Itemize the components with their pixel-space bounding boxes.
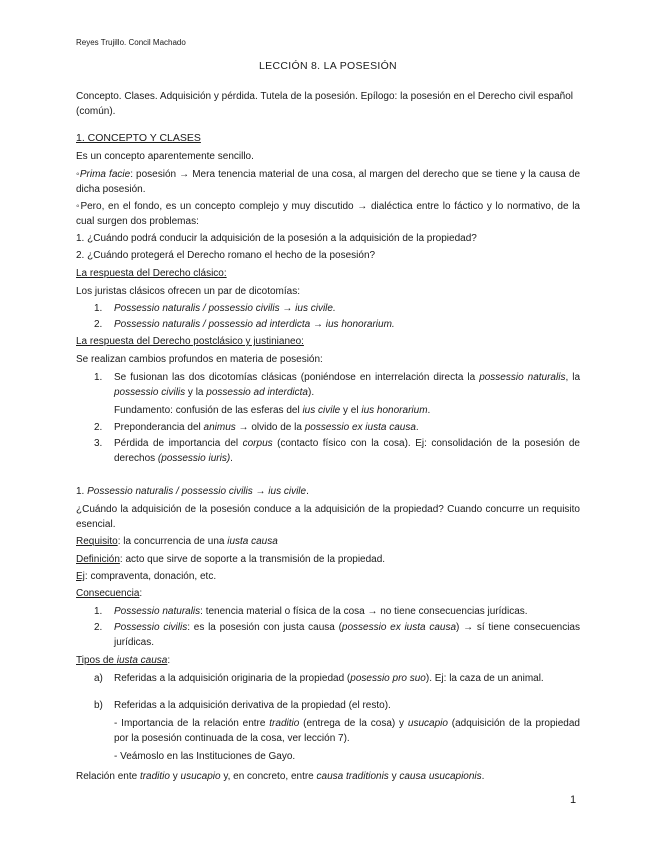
- text-run: y: [169, 771, 181, 782]
- fundamento-line: [114, 403, 580, 418]
- heading-italic-text: Possessio naturalis / possessio civilis → ius civile: [87, 486, 307, 497]
- requisito-line: [76, 534, 580, 549]
- text-run: y la: [185, 387, 207, 398]
- prima-facie-text: : posesión → Mera tenencia material de una cosa, al margen del derecho que se tiene y la causa de dicha posesión.: [76, 169, 581, 195]
- requisito-label: Requisito: [76, 536, 118, 547]
- consecuencia-label: Consecuencia: [76, 588, 140, 599]
- list-item-letter: a): [94, 673, 103, 684]
- term-possessio-ex-iusta-causa: possessio ex iusta causa: [341, 622, 457, 633]
- page-title: LECCIÓN 8. LA POSESIÓN: [259, 60, 397, 72]
- text-run: .: [415, 422, 419, 433]
- text-run: y el: [340, 405, 362, 416]
- subheading-derecho-postclasico: La respuesta del Derecho postclásico y justinianeo:: [76, 336, 304, 347]
- text-run: y: [388, 771, 400, 782]
- term-possessio-civilis: possessio civilis: [114, 387, 186, 398]
- list-item-text: Referidas a la adquisición derivativa de la propiedad (el resto).: [114, 700, 391, 711]
- text-run: ) → sí tiene consecuencias jurídicas.: [114, 622, 580, 648]
- term-posessio-pro-suo: posessio pro suo: [350, 673, 426, 684]
- term-possessio-naturalis: Possessio naturalis: [114, 606, 201, 617]
- term-possessio-iuris: (possessio iuris): [157, 453, 231, 464]
- text-run: ).: [308, 387, 315, 398]
- term-ius-honorarium: ius honorarium: [361, 405, 428, 416]
- term-corpus: corpus: [242, 438, 273, 449]
- text-run: : tenencia material o física de la cosa → no tiene consecuencias jurídicas.: [200, 606, 528, 617]
- text-run: Pérdida de importancia del: [114, 438, 243, 449]
- list-item-number: 2.: [94, 622, 103, 633]
- paragraph-cambios-profundos: Se realizan cambios profundos en materia de posesión:: [76, 354, 323, 365]
- term-possessio-civilis: Possessio civilis: [114, 622, 188, 633]
- paragraph-complejo: ◦Pero, en el fondo, es un concepto complejo y muy discutido → dialéctica entre lo fáctico y lo normativo, de la cual surgen dos problemas:: [76, 201, 580, 227]
- text-run: .: [230, 453, 233, 464]
- text-run: (contacto físico con la cosa). Ej: consolidación de la posesión de derechos: [114, 438, 580, 464]
- term-possessio-ex-iusta-causa: possessio ex iusta causa: [304, 422, 416, 433]
- term-iusta-causa: iusta causa: [227, 536, 278, 547]
- text-run: Tipos de: [76, 655, 117, 666]
- list-item-text: [114, 671, 580, 686]
- list-item-number: 2.: [94, 422, 103, 433]
- term-usucapio: usucapio: [180, 771, 221, 782]
- subheading-derecho-clasico: La respuesta del Derecho clásico:: [76, 268, 227, 279]
- list-item: [0, 370, 655, 402]
- definicion-line: [76, 552, 580, 567]
- list-item: [0, 698, 655, 713]
- list-item-text: Possessio naturalis / possessio civilis → ius civile.: [114, 303, 336, 314]
- text-run: :: [139, 588, 143, 599]
- text-run: : acto que sirve de soporte a la transmisión de la propiedad.: [119, 554, 386, 565]
- term-causa-usucapionis: causa usucapionis: [399, 771, 482, 782]
- paragraph-juristas-clasicos: Los juristas clásicos ofrecen un par de dicotomías:: [76, 286, 300, 297]
- relacion-paragraph: [76, 769, 580, 784]
- section-heading-possessio: [76, 484, 580, 499]
- text-run: y, en concreto, entre: [220, 771, 317, 782]
- list-item-text: Possessio naturalis / possessio ad interdicta → ius honorarium.: [114, 319, 395, 330]
- page-number: 1: [570, 794, 577, 806]
- paragraph-cuando-adquisicion: ¿Cuándo la adquisición de la posesión conduce a la adquisición de la propiedad? Cuando concurre un requisito esencial.: [76, 504, 580, 530]
- paragraph-prima-facie: [76, 167, 580, 197]
- text-run: : compraventa, donación, etc.: [84, 571, 217, 582]
- consecuencia-line: [76, 586, 580, 601]
- paragraph-concepto-sencillo: Es un concepto aparentemente sencillo.: [76, 151, 254, 162]
- term-usucapio: usucapio: [407, 718, 448, 729]
- list-item-letter: b): [94, 700, 103, 711]
- text-run: : la concurrencia de una: [117, 536, 228, 547]
- term-traditio: traditio: [139, 771, 170, 782]
- term-possessio-naturalis: possessio naturalis: [479, 372, 566, 383]
- prima-facie-term: Prima facie: [79, 169, 131, 180]
- text-run: , la: [565, 372, 581, 383]
- list-item-text: [114, 436, 580, 466]
- list-item-number: 1.: [94, 606, 103, 617]
- list-item-text: [114, 604, 580, 619]
- list-item: [0, 620, 655, 652]
- gayo-line: - Veámoslo en las Instituciones de Gayo.: [114, 751, 296, 762]
- list-item: [0, 436, 655, 468]
- list-item: [0, 317, 655, 332]
- list-item-number: 3.: [94, 438, 103, 449]
- text-run: Referidas a la adquisición originaria de la propiedad (: [114, 673, 351, 684]
- term-causa-traditionis: causa traditionis: [316, 771, 389, 782]
- page-header: Reyes Trujillo. Concil Machado: [76, 38, 186, 47]
- text-run: : es la posesión con justa causa (: [187, 622, 342, 633]
- text-run: Preponderancia del: [114, 422, 204, 433]
- list-item-text: [114, 420, 580, 435]
- list-item-text: [114, 620, 580, 650]
- question-1: 1. ¿Cuándo podrá conducir la adquisición de la posesión a la adquisición de la propiedad?: [76, 233, 477, 244]
- list-item-number: 2.: [94, 319, 103, 330]
- list-item-number: 1.: [94, 303, 103, 314]
- tipos-line: [76, 653, 580, 668]
- text-run: Fundamento: confusión de las esferas del: [114, 405, 303, 416]
- text-run: .: [427, 405, 431, 416]
- list-item: [0, 420, 655, 435]
- list-item-text: [114, 370, 580, 400]
- term-iusta-causa: iusta causa: [116, 655, 168, 666]
- term-ius-civile: ius civile: [302, 405, 341, 416]
- text-run: .: [481, 771, 485, 782]
- text-run: .: [306, 486, 309, 497]
- text-run: (entrega de la cosa) y: [299, 718, 408, 729]
- definicion-label: Definición: [76, 554, 120, 565]
- importancia-paragraph: [114, 716, 580, 746]
- bullet-marker: ◦: [76, 169, 80, 180]
- ejemplo-line: [76, 569, 580, 584]
- intro-paragraph: Concepto. Clases. Adquisición y pérdida. Tutela de la posesión. Epílogo: la posesión en el Derecho civil español (común).: [76, 91, 573, 117]
- text-run: → olvido de la: [235, 422, 305, 433]
- text-run: Relación ente: [76, 771, 140, 782]
- list-item: [0, 604, 655, 619]
- section-heading-concepto: 1. CONCEPTO Y CLASES: [76, 132, 201, 144]
- list-item-number: 1.: [94, 372, 103, 383]
- term-traditio: traditio: [269, 718, 300, 729]
- ejemplo-label: Ej: [76, 571, 85, 582]
- tipos-label: [76, 655, 167, 666]
- term-animus: animus: [203, 422, 236, 433]
- term-possessio-ad-interdicta: possessio ad interdicta: [206, 387, 308, 398]
- text-run: Se fusionan las dos dicotomías clásicas (poniéndose en interrelación directa la: [114, 372, 480, 383]
- text-run: (adquisición de la propiedad por la posesión continuada de la cosa, ver lección 7).: [114, 718, 580, 744]
- text-run: 1.: [76, 486, 88, 497]
- text-run: - Importancia de la relación entre: [114, 718, 270, 729]
- text-run: :: [167, 655, 171, 666]
- text-run: ). Ej: la caza de un animal.: [425, 673, 544, 684]
- list-item: [0, 301, 655, 316]
- question-2: 2. ¿Cuándo protegerá el Derecho romano el hecho de la posesión?: [76, 250, 376, 261]
